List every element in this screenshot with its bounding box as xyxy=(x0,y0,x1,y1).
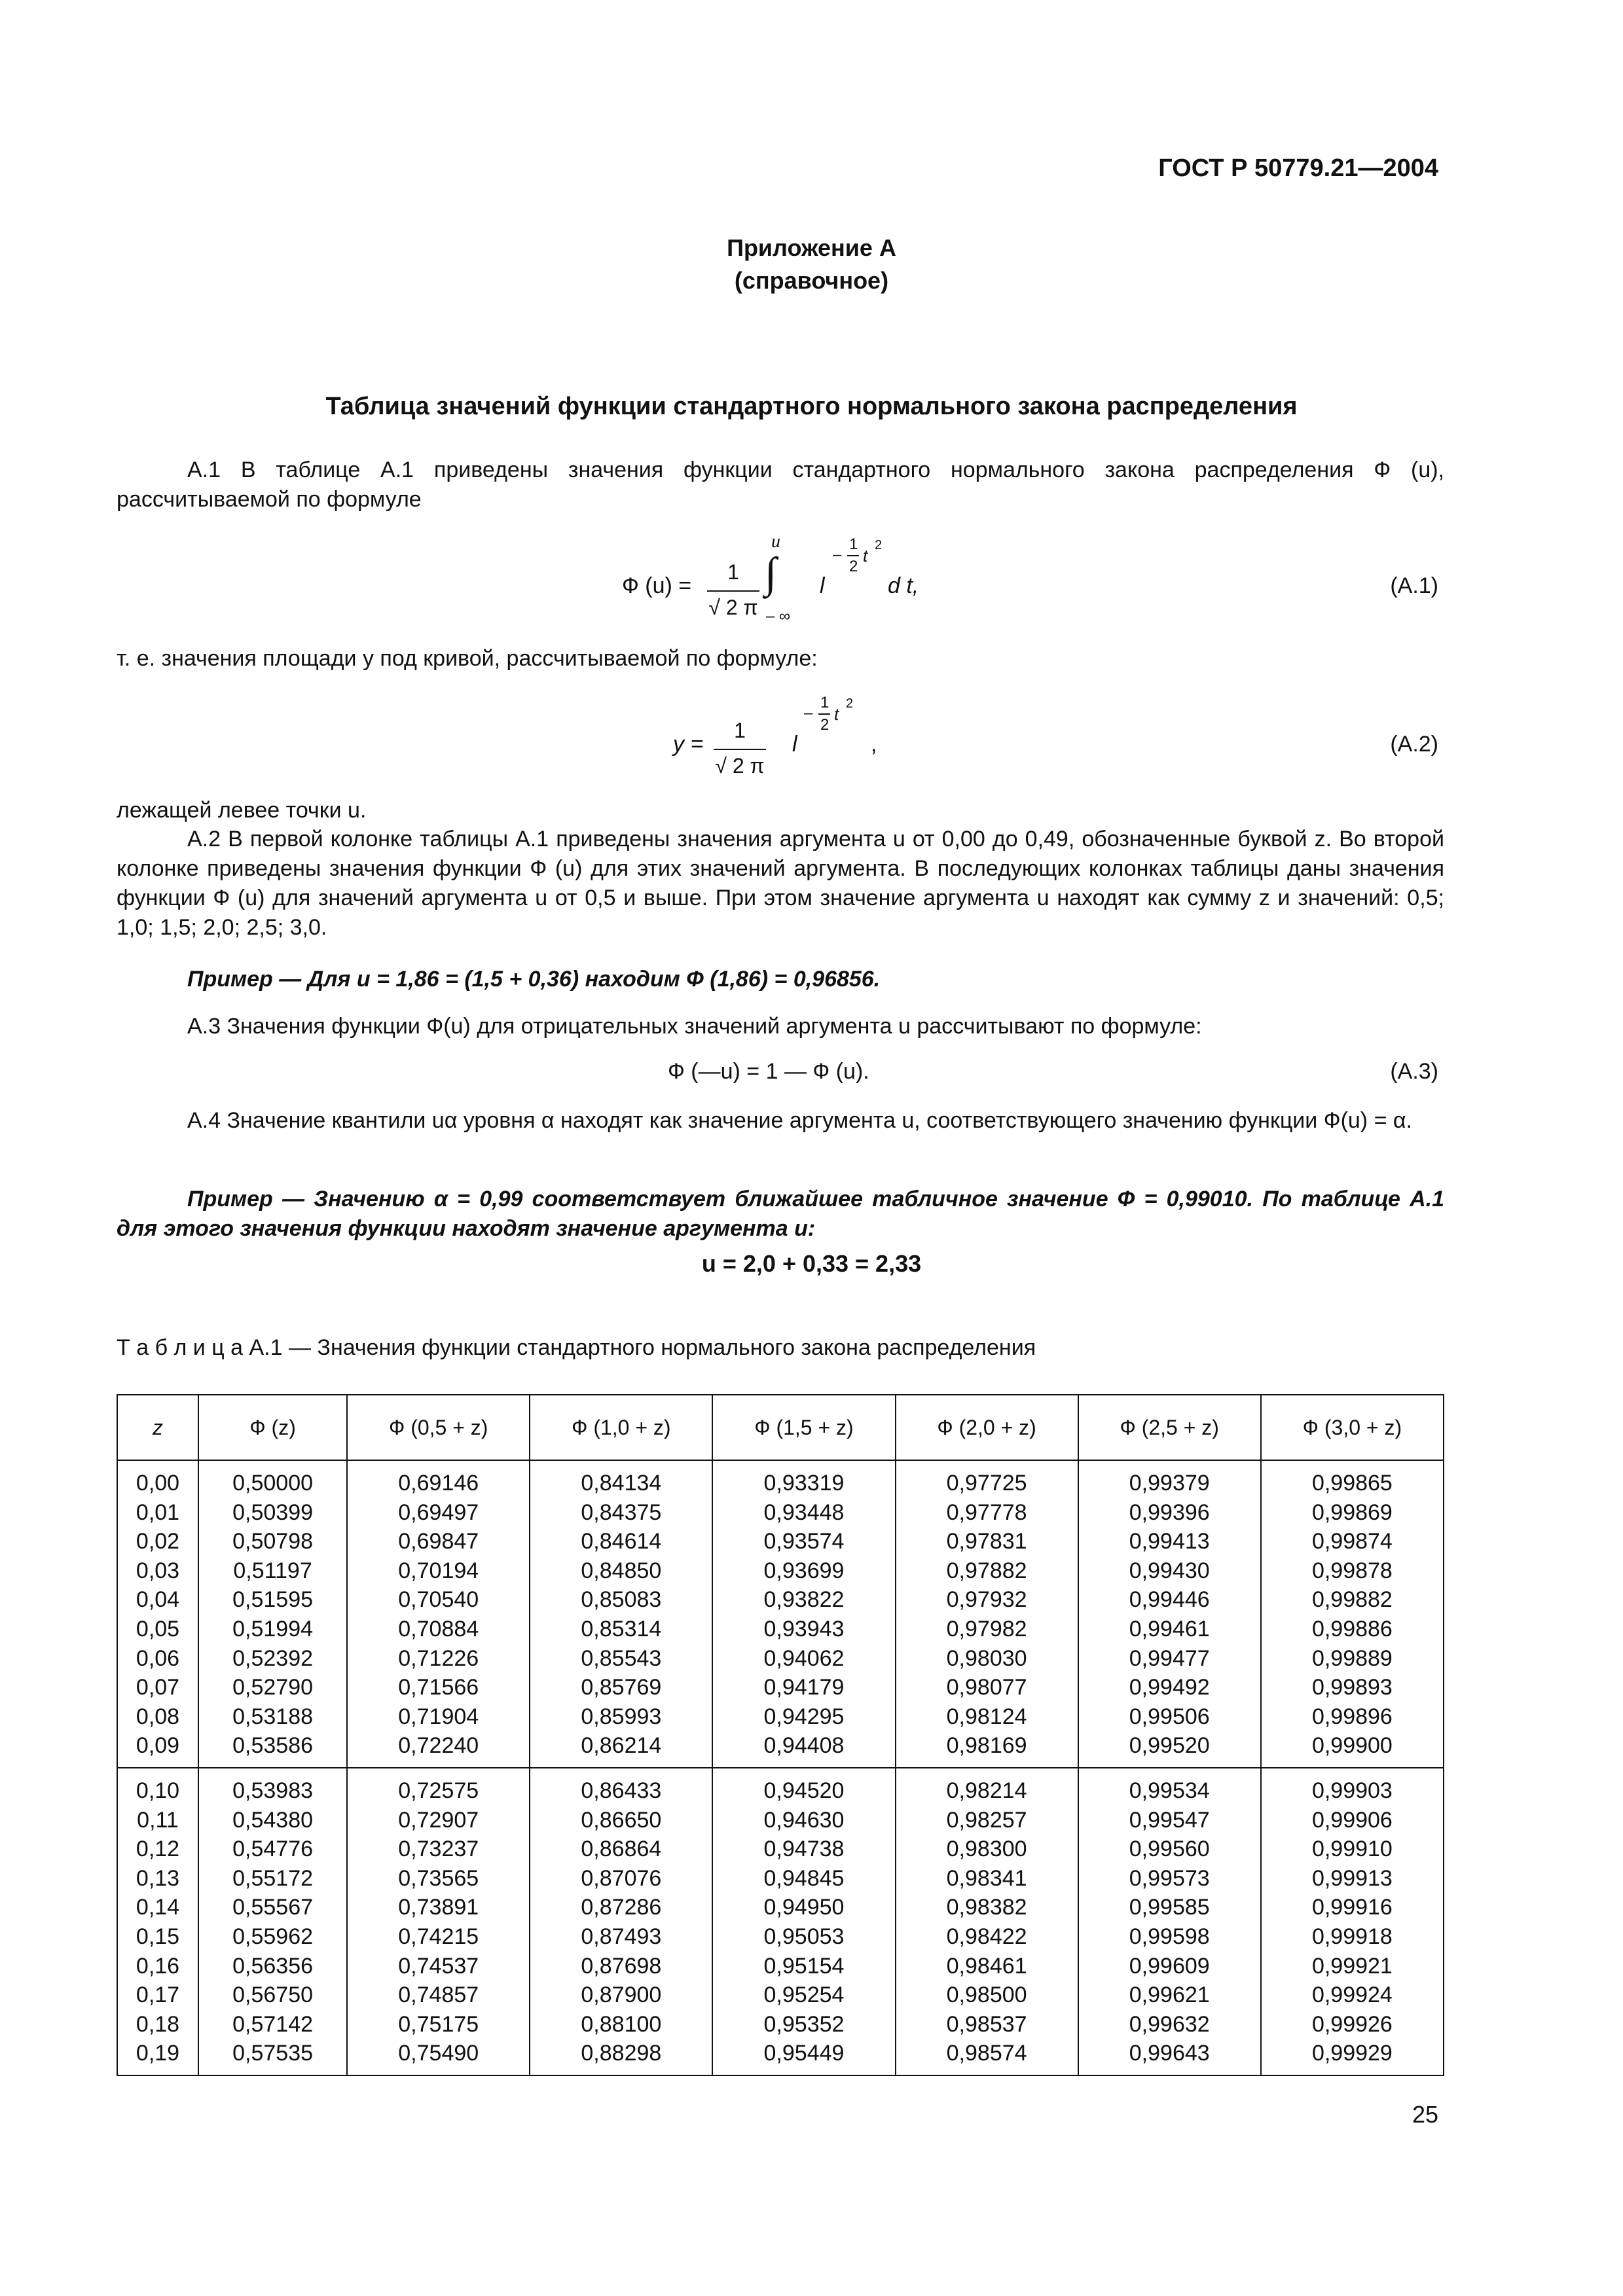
cell-value: 0,95352 xyxy=(763,2011,845,2037)
cell-value: 0,99903 xyxy=(1311,1778,1393,1803)
cell-value: 0,12 xyxy=(136,1837,180,1862)
table-cell xyxy=(712,1768,895,2075)
cell-value: 0,70194 xyxy=(398,1558,479,1583)
cell-value: 0,87286 xyxy=(581,1895,662,1920)
cell-value: 0,95254 xyxy=(763,1982,845,2008)
equation-number-a2: (А.2) xyxy=(1390,732,1438,757)
cell-value: 0,98500 xyxy=(946,1982,1027,2008)
table-group-2 xyxy=(117,1768,1444,2075)
equation-number-a3: (А.3) xyxy=(1390,1059,1438,1084)
table-cell xyxy=(896,1460,1078,1768)
table-cell xyxy=(530,1460,712,1768)
cell-value: 0,99609 xyxy=(1129,1953,1210,1979)
cell-value: 0,99910 xyxy=(1311,1837,1393,1862)
cell-value: 0,99878 xyxy=(1311,1558,1393,1583)
cell-value: 0,99874 xyxy=(1311,1529,1393,1554)
cell-value: 0,50399 xyxy=(232,1499,314,1525)
cell-value: 0,98124 xyxy=(946,1704,1027,1729)
fraction-bar xyxy=(707,590,759,592)
appendix-title: Приложение А xyxy=(727,234,896,261)
cell-value: 0,71226 xyxy=(398,1645,479,1671)
cell-value: 0,70884 xyxy=(398,1616,479,1641)
table-cell xyxy=(1261,1460,1444,1768)
cell-value: 0,84614 xyxy=(581,1529,662,1554)
cell-value: 0,75490 xyxy=(398,2041,479,2066)
cell-value: 0,87076 xyxy=(581,1865,662,1891)
cell-value: 0,84375 xyxy=(581,1499,662,1525)
cell-value: 0,99573 xyxy=(1129,1865,1210,1891)
equation-number-a1: (А.1) xyxy=(1390,573,1438,598)
cell-value: 0,07 xyxy=(136,1675,180,1700)
formula-a3: Ф (—u) = 1 — Ф (u). xyxy=(668,1059,869,1084)
integral-lower-limit: – ∞ xyxy=(766,607,791,625)
cell-value: 0,87900 xyxy=(581,1982,662,2008)
formula-a2-base: l xyxy=(792,732,797,757)
cell-value: 0,69497 xyxy=(398,1499,479,1525)
cell-value: 0,97778 xyxy=(946,1499,1027,1525)
fraction-bar xyxy=(714,749,766,750)
cell-value: 0,50798 xyxy=(232,1529,314,1554)
cell-value: 0,94738 xyxy=(763,1837,845,1862)
cell-value: 0,95154 xyxy=(763,1953,845,1979)
cell-value: 0,99889 xyxy=(1311,1645,1393,1671)
cell-value: 0,98300 xyxy=(946,1837,1027,1862)
cell-value: 0,70540 xyxy=(398,1587,479,1613)
exponent-sign: – xyxy=(804,704,813,722)
cell-value: 0,99560 xyxy=(1129,1837,1210,1862)
cell-value: 0,99918 xyxy=(1311,1924,1393,1949)
cell-value: 0,86214 xyxy=(581,1733,662,1759)
table-row xyxy=(117,1460,1444,1768)
cell-value: 0,99413 xyxy=(1129,1529,1210,1554)
column-header: Ф (1,5 + z) xyxy=(712,1395,895,1460)
cell-value: 0,98341 xyxy=(946,1865,1027,1891)
table-row xyxy=(117,1768,1444,2075)
table-cell xyxy=(1078,1460,1261,1768)
cell-value: 0,85993 xyxy=(581,1704,662,1729)
formula-a2-tail: , xyxy=(871,732,877,757)
section-title: Таблица значений функции стандартного нормального закона распределения xyxy=(325,393,1298,420)
cell-value: 0,99929 xyxy=(1311,2041,1393,2066)
cell-value: 0,16 xyxy=(136,1953,180,1979)
cell-value: 0,97831 xyxy=(946,1529,1027,1554)
example-1: Пример — Для u = 1,86 = (1,5 + 0,36) находим Ф (1,86) = 0,96856. xyxy=(187,967,881,992)
cell-value: 0,97932 xyxy=(946,1587,1027,1613)
cell-value: 0,51197 xyxy=(233,1558,312,1583)
formula-a2-numerator: 1 xyxy=(734,719,746,742)
formula-a1-denominator: √ 2 π xyxy=(708,596,758,619)
cell-value: 0,74537 xyxy=(398,1953,479,1979)
cell-value: 0,99598 xyxy=(1129,1924,1210,1949)
cell-value: 0,50000 xyxy=(232,1471,314,1496)
exponent-power: 2 xyxy=(875,538,883,552)
cell-value: 0,93699 xyxy=(763,1558,845,1583)
cell-value: 0,94520 xyxy=(763,1778,845,1803)
cell-value: 0,97725 xyxy=(946,1471,1027,1496)
cell-value: 0,99492 xyxy=(1129,1675,1210,1700)
cell-value: 0,87698 xyxy=(581,1953,662,1979)
cell-value: 0,94179 xyxy=(763,1675,845,1700)
formula-a1-lhs: Ф (u) = xyxy=(622,573,692,598)
cell-value: 0,04 xyxy=(136,1587,180,1613)
cell-value: 0,99865 xyxy=(1311,1471,1393,1496)
table-cell xyxy=(117,1768,198,2075)
cell-value: 0,73237 xyxy=(398,1837,479,1862)
cell-value: 0,99506 xyxy=(1129,1704,1210,1729)
formula-a2-denominator: √ 2 π xyxy=(715,754,765,778)
cell-value: 0,99906 xyxy=(1311,1807,1393,1833)
cell-value: 0,93574 xyxy=(763,1529,845,1554)
cell-value: 0,88100 xyxy=(581,2011,662,2037)
cell-value: 0,99534 xyxy=(1129,1778,1210,1803)
document-id: ГОСТ Р 50779.21—2004 xyxy=(1158,154,1438,182)
cell-value: 0,53983 xyxy=(232,1778,314,1803)
cell-value: 0,94408 xyxy=(763,1733,845,1759)
cell-value: 0,53586 xyxy=(232,1733,314,1759)
cell-value: 0,99632 xyxy=(1129,2011,1210,2037)
cell-value: 0,74857 xyxy=(398,1982,479,2008)
cell-value: 0,99896 xyxy=(1311,1704,1393,1729)
cell-value: 0,01 xyxy=(136,1499,180,1525)
cell-value: 0,99893 xyxy=(1311,1675,1393,1700)
exponent-numerator: 1 xyxy=(820,694,830,711)
cell-value: 0,10 xyxy=(136,1778,180,1803)
cell-value: 0,86433 xyxy=(581,1778,662,1803)
cell-value: 0,99869 xyxy=(1311,1499,1393,1525)
cell-value: 0,69847 xyxy=(398,1529,479,1554)
column-header: Ф (3,0 + z) xyxy=(1261,1395,1444,1460)
cell-value: 0,98214 xyxy=(946,1778,1027,1803)
cell-value: 0,98574 xyxy=(946,2041,1027,2066)
cell-value: 0,57535 xyxy=(232,2041,314,2066)
integral-upper-limit: u xyxy=(771,531,780,552)
cell-value: 0,55962 xyxy=(232,1924,314,1949)
table-cell xyxy=(198,1768,347,2075)
formula-a1-tail: d t, xyxy=(888,573,919,598)
cell-value: 0,98537 xyxy=(946,2011,1027,2037)
cell-value: 0,93448 xyxy=(763,1499,845,1525)
cell-value: 0,54380 xyxy=(232,1807,314,1833)
column-header: Ф (2,0 + z) xyxy=(896,1395,1078,1460)
column-header: Ф (2,5 + z) xyxy=(1078,1395,1261,1460)
cell-value: 0,56750 xyxy=(232,1982,314,2008)
cell-value: 0,95449 xyxy=(763,2041,845,2066)
table-cell xyxy=(198,1460,347,1768)
cell-value: 0,99882 xyxy=(1311,1587,1393,1613)
paragraph-a2: А.2 В первой колонке таблицы А.1 приведены значения аргумента u от 0,00 до 0,49, обозначенные буквой z. Во второй колонке приведены значения функции Ф (u) для этих значений аргумента. В последующих колонках таблицы даны значения функции Ф (u) для значений аргумента u от 0,5 и выше. При этом значение аргумента u находят как сумму z и значений: 0,5; 1,0; 1,5; 2,0; 2,5; 3,0. xyxy=(117,827,1444,940)
example-2: Пример — Значению α = 0,99 соответствует ближайшее табличное значение Ф = 0,99010. По таблице А.1 для этого значения функции находят значение аргумента u: xyxy=(117,1187,1444,1241)
cell-value: 0,99430 xyxy=(1129,1558,1210,1583)
cell-value: 0,94630 xyxy=(763,1807,845,1833)
cell-value: 0,97982 xyxy=(946,1616,1027,1641)
table-cell xyxy=(347,1768,530,2075)
exponent-fraction-bar xyxy=(847,555,859,556)
cell-value: 0,99916 xyxy=(1311,1895,1393,1920)
exponent-denominator: 2 xyxy=(849,558,858,575)
cell-value: 0,57142 xyxy=(232,2011,314,2037)
column-header: z xyxy=(117,1395,198,1460)
cell-value: 0,06 xyxy=(136,1645,180,1671)
cell-value: 0,99396 xyxy=(1129,1499,1210,1525)
paragraph-a1: А.1 В таблице А.1 приведены значения функции стандартного нормального закона распределения Ф (u), рассчитываемой по формуле xyxy=(117,457,1444,512)
cell-value: 0,98422 xyxy=(946,1924,1027,1949)
column-header: Ф (z) xyxy=(198,1395,347,1460)
cell-value: 0,73891 xyxy=(398,1895,479,1920)
cell-value: 0,11 xyxy=(137,1807,179,1833)
cell-value: 0,99900 xyxy=(1311,1733,1393,1759)
cell-value: 0,93822 xyxy=(763,1587,845,1613)
cell-value: 0,56356 xyxy=(232,1953,314,1979)
cell-value: 0,55172 xyxy=(232,1865,314,1891)
cell-value: 0,19 xyxy=(136,2041,180,2066)
cell-value: 0,99921 xyxy=(1311,1953,1393,1979)
table-group-1 xyxy=(117,1460,1444,1768)
cell-value: 0,86650 xyxy=(581,1807,662,1833)
formula-a1-base: l xyxy=(820,573,825,598)
cell-value: 0,98382 xyxy=(946,1895,1027,1920)
table-cell xyxy=(117,1460,198,1768)
exponent-numerator: 1 xyxy=(849,535,858,553)
example-2-result: u = 2,0 + 0,33 = 2,33 xyxy=(701,1250,922,1277)
cell-value: 0,95053 xyxy=(763,1924,845,1949)
cell-value: 0,75175 xyxy=(398,2011,479,2037)
exponent-power: 2 xyxy=(846,696,854,711)
cell-value: 0,94062 xyxy=(763,1645,845,1671)
cell-value: 0,54776 xyxy=(232,1837,314,1862)
cell-value: 0,98257 xyxy=(946,1807,1027,1833)
table-cell xyxy=(712,1460,895,1768)
integral-sign-icon: ∫ xyxy=(765,549,777,597)
cell-value: 0,72907 xyxy=(398,1807,479,1833)
formula-a1-numerator: 1 xyxy=(727,560,739,584)
cell-value: 0,52392 xyxy=(232,1645,314,1671)
cell-value: 0,73565 xyxy=(398,1865,479,1891)
cell-value: 0,99379 xyxy=(1129,1471,1210,1496)
cell-value: 0,85543 xyxy=(581,1645,662,1671)
cell-value: 0,99924 xyxy=(1311,1982,1393,2008)
cell-value: 0,85769 xyxy=(581,1675,662,1700)
table-cell xyxy=(347,1460,530,1768)
cell-value: 0,99477 xyxy=(1129,1645,1210,1671)
exponent-fraction-bar xyxy=(818,713,830,715)
cell-value: 0,08 xyxy=(136,1704,180,1729)
cell-value: 0,88298 xyxy=(581,2041,662,2066)
cell-value: 0,13 xyxy=(136,1865,180,1891)
exponent-sign: – xyxy=(833,546,842,564)
cell-value: 0,05 xyxy=(136,1616,180,1641)
cell-value: 0,93943 xyxy=(763,1616,845,1641)
formula-a2-lhs: y = xyxy=(673,732,704,757)
cell-value: 0,99461 xyxy=(1129,1616,1210,1641)
cell-value: 0,99520 xyxy=(1129,1733,1210,1759)
table-cell xyxy=(1078,1768,1261,2075)
exponent-variable: t xyxy=(834,704,839,724)
paragraph-area: т. е. значения площади y под кривой, рассчитываемой по формуле: xyxy=(117,646,818,671)
cell-value: 0,00 xyxy=(136,1471,180,1496)
cell-value: 0,52790 xyxy=(232,1675,314,1700)
cell-value: 0,98169 xyxy=(946,1733,1027,1759)
cell-value: 0,87493 xyxy=(581,1924,662,1949)
cell-value: 0,84134 xyxy=(581,1471,662,1496)
table-cell xyxy=(530,1768,712,2075)
exponent-denominator: 2 xyxy=(820,716,830,734)
cell-value: 0,71904 xyxy=(398,1704,479,1729)
cell-value: 0,18 xyxy=(136,2011,180,2037)
cell-value: 0,55567 xyxy=(232,1895,314,1920)
cell-value: 0,97882 xyxy=(946,1558,1027,1583)
cell-value: 0,98461 xyxy=(946,1953,1027,1979)
cell-value: 0,99886 xyxy=(1311,1616,1393,1641)
cell-value: 0,94295 xyxy=(763,1704,845,1729)
cell-value: 0,09 xyxy=(136,1733,180,1759)
cell-value: 0,71566 xyxy=(398,1675,479,1700)
cell-value: 0,72240 xyxy=(398,1733,479,1759)
cell-value: 0,02 xyxy=(136,1529,180,1554)
table-header-row xyxy=(117,1395,1444,1460)
cell-value: 0,94845 xyxy=(763,1865,845,1891)
cell-value: 0,99585 xyxy=(1129,1895,1210,1920)
cell-value: 0,94950 xyxy=(763,1895,845,1920)
paragraph-a4: А.4 Значение квантили uα уровня α находят как значение аргумента u, соответствующего значению функции Ф(u) = α. xyxy=(187,1108,1412,1133)
cell-value: 0,99446 xyxy=(1129,1587,1210,1613)
cell-value: 0,98030 xyxy=(946,1645,1027,1671)
cell-value: 0,69146 xyxy=(398,1471,479,1496)
appendix-subtitle: (справочное) xyxy=(734,267,889,294)
cell-value: 0,14 xyxy=(136,1895,180,1920)
page-number: 25 xyxy=(1412,2101,1438,2128)
cell-value: 0,84850 xyxy=(581,1558,662,1583)
cell-value: 0,72575 xyxy=(398,1778,479,1803)
paragraph-left-of-u: лежащей левее точки u. xyxy=(117,798,367,823)
cell-value: 0,85083 xyxy=(581,1587,662,1613)
table-cell xyxy=(1261,1768,1444,2075)
normal-distribution-table xyxy=(117,1394,1444,2076)
cell-value: 0,51994 xyxy=(232,1616,314,1641)
cell-value: 0,99926 xyxy=(1311,2011,1393,2037)
cell-value: 0,98077 xyxy=(946,1675,1027,1700)
cell-value: 0,17 xyxy=(136,1982,180,2008)
cell-value: 0,51595 xyxy=(232,1587,314,1613)
cell-value: 0,99621 xyxy=(1129,1982,1210,2008)
paragraph-a3: А.3 Значения функции Ф(u) для отрицательных значений аргумента u рассчитывают по формуле: xyxy=(187,1014,1202,1039)
table-caption: Т а б л и ц а А.1 — Значения функции стандартного нормального закона распределения xyxy=(117,1335,1036,1360)
column-header: Ф (0,5 + z) xyxy=(347,1395,530,1460)
cell-value: 0,93319 xyxy=(763,1471,845,1496)
cell-value: 0,85314 xyxy=(581,1616,662,1641)
cell-value: 0,86864 xyxy=(581,1837,662,1862)
cell-value: 0,99547 xyxy=(1129,1807,1210,1833)
cell-value: 0,53188 xyxy=(232,1704,314,1729)
cell-value: 0,99913 xyxy=(1311,1865,1393,1891)
cell-value: 0,03 xyxy=(136,1558,180,1583)
table-cell xyxy=(896,1768,1078,2075)
cell-value: 0,15 xyxy=(136,1924,180,1949)
column-header: Ф (1,0 + z) xyxy=(530,1395,712,1460)
cell-value: 0,99643 xyxy=(1129,2041,1210,2066)
exponent-variable: t xyxy=(863,546,868,565)
cell-value: 0,74215 xyxy=(398,1924,479,1949)
